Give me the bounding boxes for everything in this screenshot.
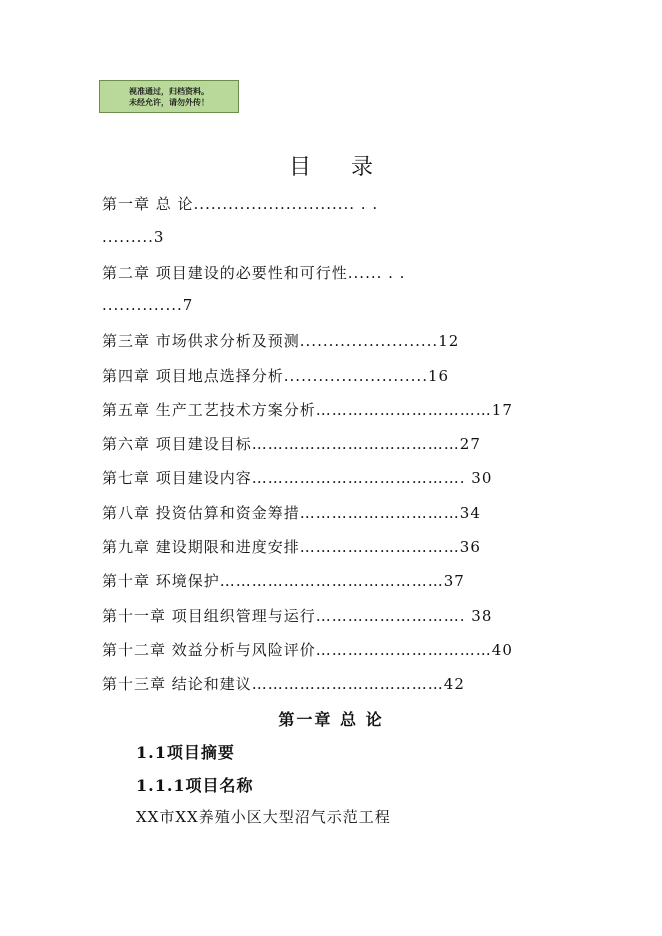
toc-entry-ch10: 第十章 环境保护……………………………………37	[102, 572, 465, 590]
toc-entry-ch1: 第一章 总 论............................ . .	[102, 195, 379, 213]
toc-entry-ch13: 第十三章 结论和建议………………………………42	[102, 675, 465, 693]
stamp-line-2: 未经允许，请勿外传！	[129, 98, 209, 107]
project-name-text: XX市XX养殖小区大型沼气示范工程	[136, 808, 391, 826]
stamp-line-1: 视准通过，归档资料。	[129, 87, 209, 96]
toc-entry-ch8: 第八章 投资估算和资金筹措…………………………34	[102, 504, 481, 522]
section-heading: 1.1项目摘要	[136, 743, 235, 762]
toc-entry-ch9: 第九章 建设期限和进度安排…………………………36	[102, 538, 481, 556]
toc-entry-ch2: 第二章 项目建设的必要性和可行性...... . .	[102, 264, 406, 282]
toc-entry-ch1-page: .........3	[102, 228, 165, 246]
toc-entry-ch6: 第六章 项目建设目标…………………………………27	[102, 435, 481, 453]
toc-entry-ch12: 第十二章 效益分析与风险评价……………………………40	[102, 641, 513, 659]
toc-entry-ch11: 第十一章 项目组织管理与运行………………………. 38	[102, 607, 493, 625]
toc-entry-ch3: 第三章 市场供求分析及预测........................12	[102, 332, 460, 350]
toc-entry-ch4: 第四章 项目地点选择分析.........................16	[102, 367, 450, 385]
subsection-heading: 1.1.1项目名称	[136, 776, 254, 795]
toc-entry-ch5: 第五章 生产工艺技术方案分析……………………………17	[102, 401, 513, 419]
toc-entry-ch7: 第七章 项目建设内容…………………………………. 30	[102, 469, 493, 487]
approval-stamp	[99, 80, 239, 113]
toc-title: 目录	[288, 155, 413, 180]
toc-entry-ch2-page: ..............7	[102, 296, 194, 314]
chapter-heading: 第一章 总 论	[278, 710, 384, 729]
